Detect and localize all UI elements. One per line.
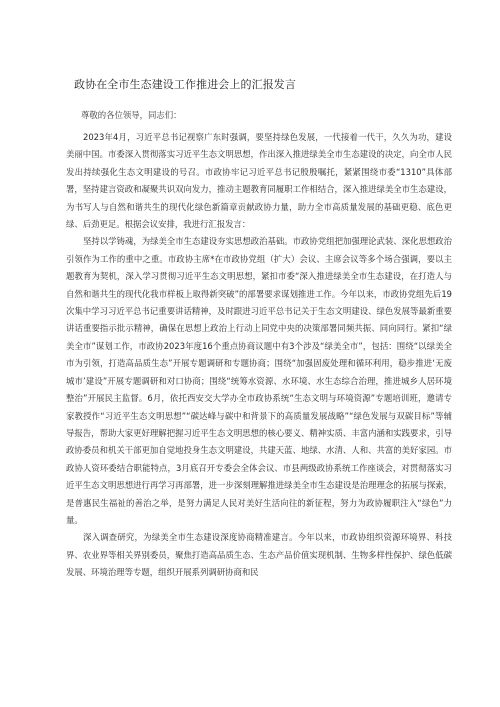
paragraph-3: 深入调查研究，为绿美全市生态建设深度协商精准建言。今年以来，市政协组织资源环境界、科技界、农业界等相关界别委员，聚焦打造高品质生态、生态产品价值实现机制、生物多样性保护、绿色低碳发展、环境治理等专题，组织开展系列调研协商和民 [66, 532, 452, 578]
paragraph-2: 坚持以学铸魂，为绿美全市生态建设夯实思想政治基础。市政协党组把加强理论武装、深化思想政治引领作为工作的重中之重。市政协主席*在市政协党组（扩大）会议、主席会议等多个场合强调，要以主题教育为契机，深入学习贯彻习近平生态文明思想，紧扣市委“深入推进绿美全市生态建设，在打造人与自然和谐共生的现代化我市样板上取得新突破”的部署要求谋划推进工作。今年以来，市政协党组先后19次集中学习习近平总书记重要讲话精神，及时跟进习近平总书记关于生态文明建设、绿色发展等最新重要讲话重要指示批示精神，确保在思想上政治上行动上同党中央的决策部署同频共振、同向同行。紧扣“绿美全市”谋划工作，市政协2023年度16个重点协商议题中有3个涉及“绿美全市”，包括：围绕“以绿美全市为引领，打造高品质生态”开展专题调研和专题协商；围绕“加强固废处理和循环利用，稳步推进‘无废城市’建设”开展专题调研和对口协商；围绕“统筹水资源、水环境、水生态综合治理，推进城乡人居环境整治”开展民主监督。6月，依托西安交大学办全市政协系统“生态文明与环境资源”专题培训班，邀请专家教授作“习近平生态文明思想”“碳达峰与碳中和背景下的高质量发展战略”“绿色发展与双碳目标”等辅导报告，帮助大家更好理解把握习近平生态文明思想的核心要义、精神实质、丰富内涵和实践要求，引导政协委员和机关干部更加自觉地投身生态文明建设，共建天蓝、地绿、水清、人和、共富的美好家园。市政协人资环委结合职能特点，3月底召开专委会全体会议、市县两级政协系统工作座谈会，对贯彻落实习近平生态文明思想进行再学习再部署，进一步深刻理解推进绿美全市生态建设是治理理念的拓展与探索，是普惠民生福祉的善治之举，是努力满足人民对美好生活向往的新征程，努力为政协履职注入“绿色”力量。 [66, 236, 452, 525]
salutation: 尊敬的各位领导，同志们： [81, 110, 182, 120]
paragraph-1: 2023年4月，习近平总书记视察广东时强调，要坚持绿色发展，一代接着一代干，久久为功，建设美丽中国。市委深入贯彻落实习近平生态文明思想，作出深入推进绿美全市生态建设的决定，向全市人民发出持续强化生态文明建设的号召。市政协牢记习近平总书记殷殷嘱托，紧紧围绕市委“1310”具体部署，坚持建言资政和凝聚共识双向发力，推动主题教育同履职工作相结合，深入推进绿美全市生态建设，为书写人与自然和谐共生的现代化绿色新篇章贡献政协力量，助力全市高质量发展的基础更稳、底色更绿、后劲更足。根据会议安排，我进行汇报发言： [66, 132, 452, 230]
document-title: 政协在全市生态建设工作推进会上的汇报发言 [74, 78, 296, 91]
